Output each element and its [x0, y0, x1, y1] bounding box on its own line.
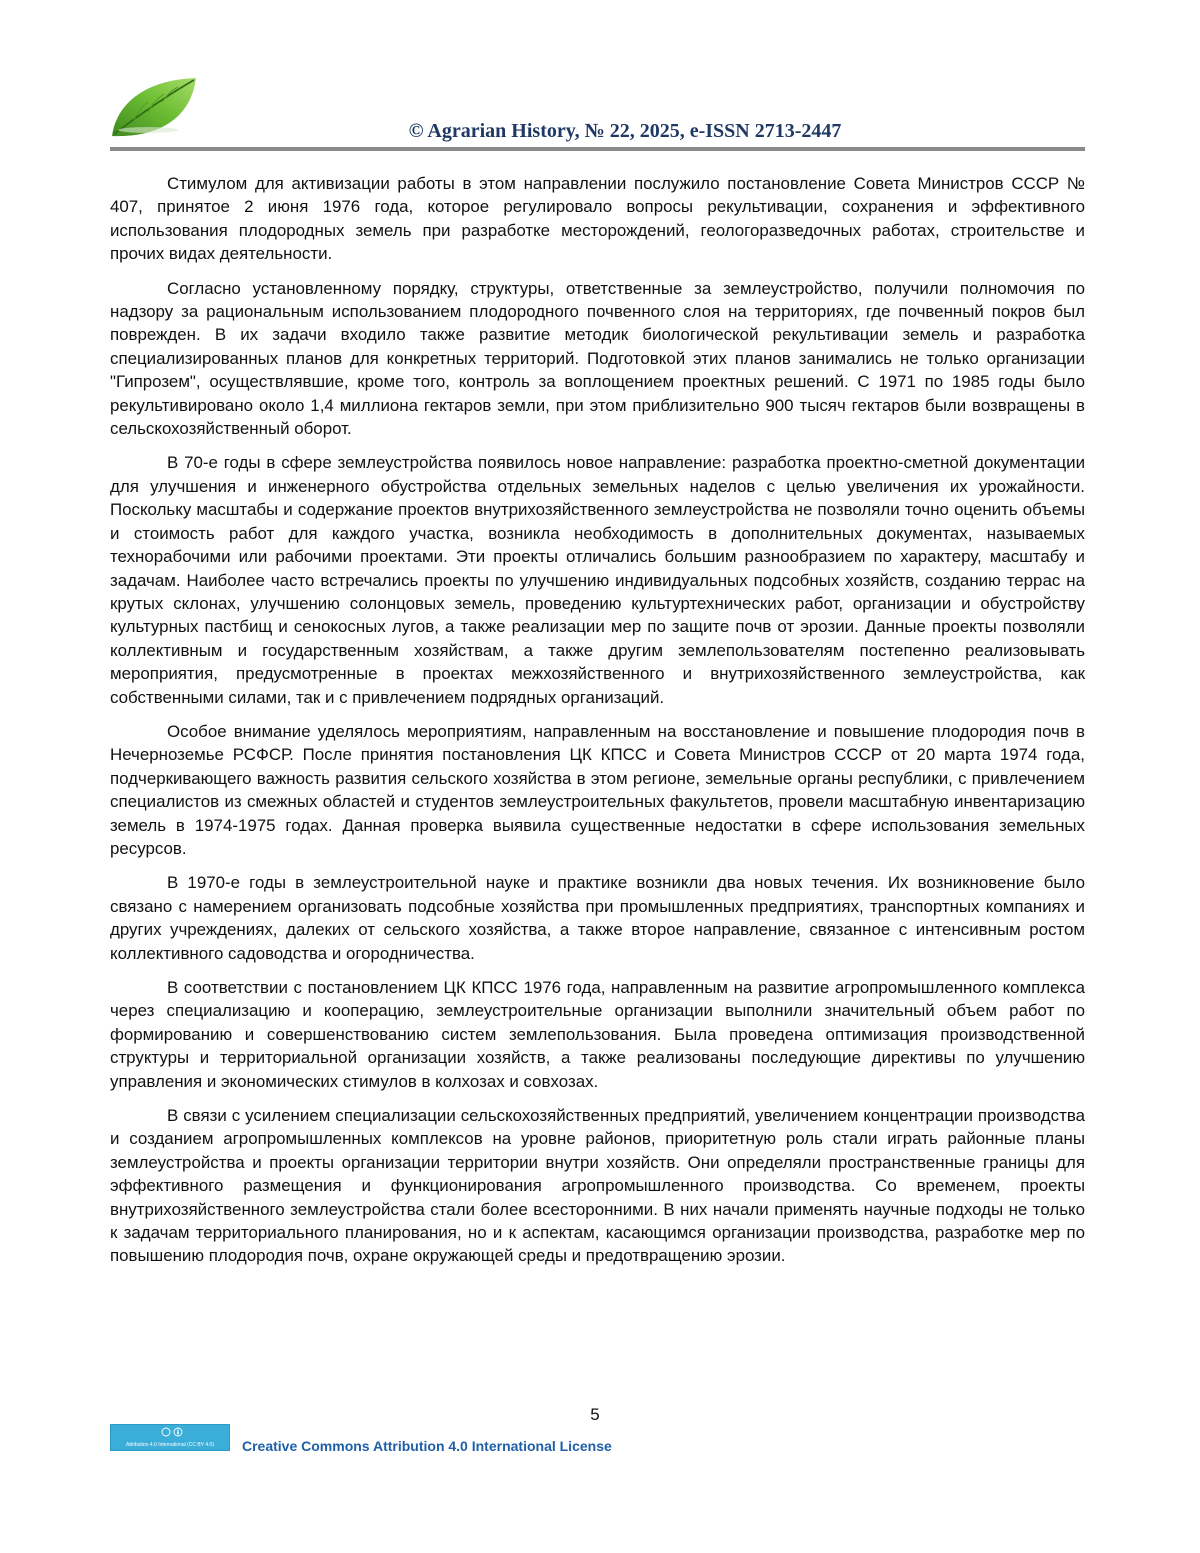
paragraph: В связи с усилением специализации сельскохозяйственных предприятий, увеличением концентрации производства и созданием агропромышленных комплексов на уровне районов, приоритетную роль стали играть районные планы землеустройства и проекты организации территории внутри хозяйств. Они определяли пространственные границы для эффективного размещения и функционирования агропромышленного производства. Со временем, проекты внутрихозяйственного землеустройства стали более всесторонними. В них начали применять научные подходы не только к задачам территориального планирования, но и к аспектам, касающимся организации производства, разработке мер по повышению плодородия почв, охране окружающей среды и предотвращению эрозии.: [110, 1106, 1085, 1266]
license-link[interactable]: Creative Commons Attribution 4.0 International License: [242, 1438, 612, 1454]
header-divider: [110, 147, 1085, 151]
paragraph: В 70-е годы в сфере землеустройства появилось новое направление: разработка проектно-сметной документации для улучшения и инженерного обустройства отдельных земельных наделов с целью увеличения их урожайности. Поскольку масштабы и содержание проектов внутрихозяйственного землеустройства не позволяли точно оценить объемы и стоимость работ для каждого участка, возникла необходимость в дополнительных документах, называемых технорабочими или рабочими проектами. Эти проекты отличались большим разнообразием по характеру, масштабу и задачам. Наиболее часто встречались проекты по улучшению индивидуальных подсобных хозяйств, созданию террас на крутых склонах, улучшению солонцовых земель, проведению культуртехнических работ, организации и обустройству культурных пастбищ и сенокосных лугов, а также реализации мер по защите почв от эрозии. Данные проекты позволяли коллективным и государственным хозяйствам, а также другим землепользователям постепенно реализовывать мероприятия, предусмотренные в проектах межхозяйственного и внутрихозяйственного землеустройства, как собственными силами, так и с привлечением подрядных организаций.: [110, 453, 1085, 707]
cc-badge-text: Attribution 4.0 International (CC BY 4.0): [125, 1442, 214, 1448]
leaf-logo-icon: [108, 72, 200, 142]
paragraph: Согласно установленному порядку, структуры, ответственные за землеустройство, получили полномочия по надзору за рациональным использованием плодородного почвенного слоя на территориях, где почвенный покров был поврежден. В их задачи входило также развитие методик биологической рекультивации земель и разработка специализированных планов для конкретных территорий. Подготовкой этих планов занимались не только организации "Гипрозем", осуществлявшие, кроме того, контроль за воплощением проектных решений. С 1971 по 1985 годы было рекультивировано около 1,4 миллиона гектаров земли, при этом приблизительно 900 тысяч гектаров были возвращены в сельскохозяйственный оборот.: [110, 278, 1085, 439]
paragraph: Особое внимание уделялось мероприятиям, направленным на восстановление и повышение плодородия почв в Нечерноземье РСФСР. После принятия постановления ЦК КПСС и Совета Министров СССР от 20 марта 1974 года, подчеркивающего важность развития сельского хозяйства в этом регионе, земельные органы республики, с привлечением специалистов из смежных областей и студентов землеустроительных факультетов, провели масштабную инвентаризацию земель в 1974-1975 годах. Данная проверка выявила существенные недостатки в сфере использования земельных ресурсов.: [110, 721, 1085, 858]
cc-license-badge[interactable]: [110, 1424, 230, 1451]
article-body: [110, 172, 1085, 1279]
paragraph: В соответствии с постановлением ЦК КПСС 1976 года, направленным на развитие агропромышленного комплекса через специализацию и кооперацию, землеустроительные организации выполнили значительный объем работ по формированию и совершенствованию систем землепользования. Была проведена оптимизация производственной структуры и территориальной организации хозяйств, а также реализованы последующие директивы по улучшению управления и экономических стимулов в колхозах и совхозах.: [110, 978, 1085, 1091]
paragraph: Стимулом для активизации работы в этом направлении послужило постановление Совета Министров СССР № 407, принятое 2 июня 1976 года, которое регулировало вопросы рекультивации, сохранения и эффективного использования плодородных земель при разработке месторождений, геологоразведочных работах, строительстве и прочих видах деятельности.: [110, 174, 1085, 264]
journal-title: © Agrarian History, № 22, 2025, e-ISSN 2713-2447: [408, 120, 842, 142]
page-number: 5: [590, 1405, 600, 1424]
paragraph: В 1970-е годы в землеустроительной науке и практике возникли два новых течения. Их возникновение было связано с намерением организовать подсобные хозяйства при промышленных предприятиях, транспортных компаниях и других учреждениях, далеких от сельского хозяйства, а также второе направление, связанное с интенсивным ростом коллективного садоводства и огородничества.: [110, 873, 1085, 963]
cc-by-icon: [157, 1427, 187, 1437]
